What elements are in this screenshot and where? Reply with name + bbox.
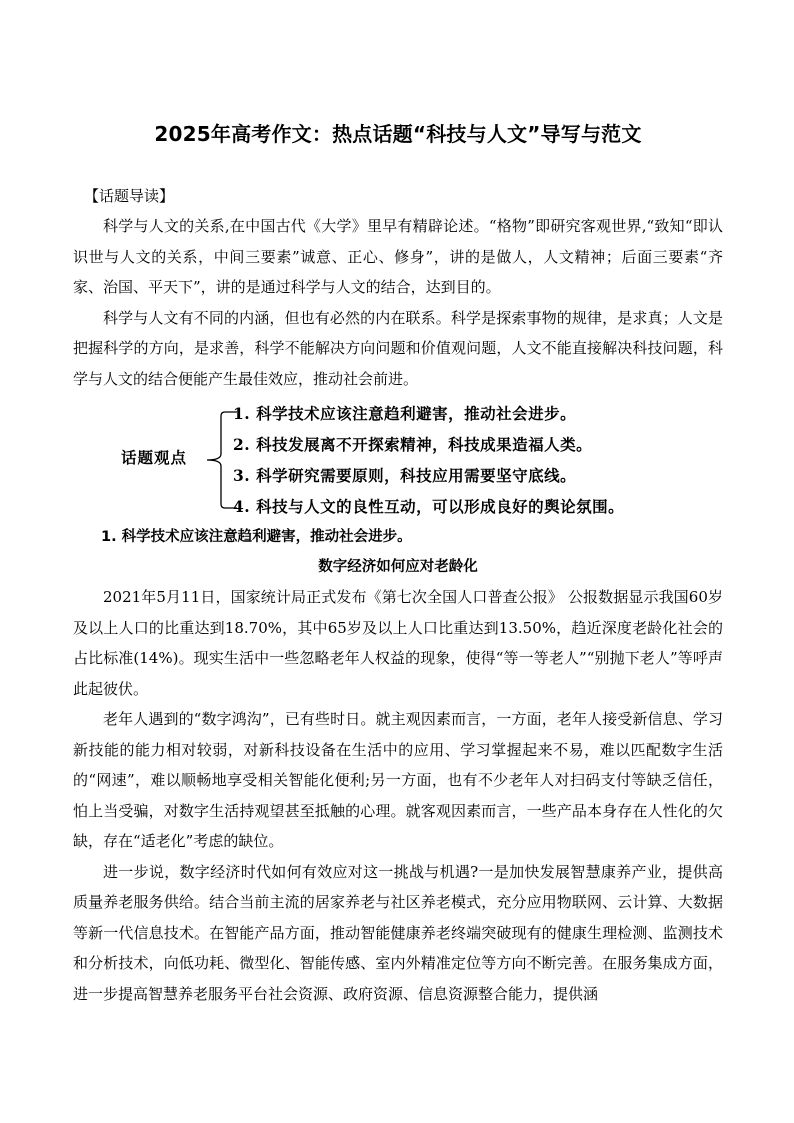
essay-paragraph: 进一步说，数字经济时代如何有效应对这一挑战与机遇?一是加快发展智慧康养产业，提供高质量养老服务供给。结合当前主流的居家养老与社区养老模式，充分应用物联网、云计算、大数据等新一代信息技术。在智能产品方面，推动智能健康养老终端突破现有的健康生理检测、监测技术和分析技术，向低功耗、微型化、智能传感、室内外精准定位等方向不断完善。在服务集成方面，进一步提高智慧养老服务平台社会资源、政府资源、信息资源整合能力，提供涵	[73, 862, 723, 1003]
intro-label: 【话题导读】	[84, 187, 175, 205]
intro-paragraph: 科学与人文的关系,在中国古代《大学》里早有精辟论述。“格物”即研究客观世界,“致知“即认识世与人文的关系，中间三要素”诚意、正心、修身”，讲的是做人，人文精神；后面三要素“齐家、治国、平天下”，讲的是通过科学与人文的结合，达到目的。	[73, 217, 723, 296]
intro-paragraph: 科学与人文有不同的内涵，但也有必然的内在联系。科学是探索事物的规律，是求真；人文是把握科学的方向，是求善，科学不能解决方向问题和价值观问题，人文不能直接解决科技问题，科学与人文的结合便能产生最佳效应，推动社会前进。	[73, 308, 723, 388]
topic-viewpoints-diagram	[73, 398, 723, 522]
viewpoint-item: 2. 科技发展离不开探索精神，科技成果造福人类。	[233, 435, 593, 454]
viewpoint-item: 4. 科技与人文的良性互动，可以形成良好的舆论氛围。	[233, 497, 625, 516]
section-heading: 1. 科学技术应该注意趋利避害，推动社会进步。	[101, 529, 412, 545]
essay-paragraph: 2021年5月11日，国家统计局正式发布《第七次全国人口普查公报》 公报数据显示我国60岁及以上人口的比重达到18.70%，其中65岁及以上人口比重达到13.50%，趋近深度老龄化社会的占比标准(14%)。现实生活中一些忽略老年人权益的现象，使得“等一等老人”“别抛下老人”等呼声此起彼伏。	[73, 588, 723, 698]
viewpoint-item: 1. 科学技术应该注意趋利避害，推动社会进步。	[233, 404, 577, 423]
essay-paragraph: 老年人遇到的“数字鸿沟”，已有些时日。就主观因素而言，一方面，老年人接受新信息、学习新技能的能力相对较弱，对新科技设备在生活中的应用、学习掌握起来不易，难以匹配数字生活的“网速”，难以顺畅地享受相关智能化便利;另一方面，也有不少老年人对扫码支付等缺乏信任，怕上当受骗，对数字生活持观望甚至抵触的心理。就客观因素而言，一些产品本身存在人性化的欠缺，存在“适老化”考虑的缺位。	[73, 710, 723, 850]
document-body	[73, 120, 723, 1009]
viewpoints-list	[233, 398, 624, 522]
essay-title: 数字经济如何应对老龄化	[318, 558, 478, 575]
page-title: 2025年高考作文：热点话题“科技与人文”导写与范文	[154, 122, 642, 146]
viewpoint-item: 3. 科学研究需要原则，科技应用需要坚守底线。	[233, 466, 577, 485]
viewpoints-label: 话题观点	[121, 448, 188, 467]
